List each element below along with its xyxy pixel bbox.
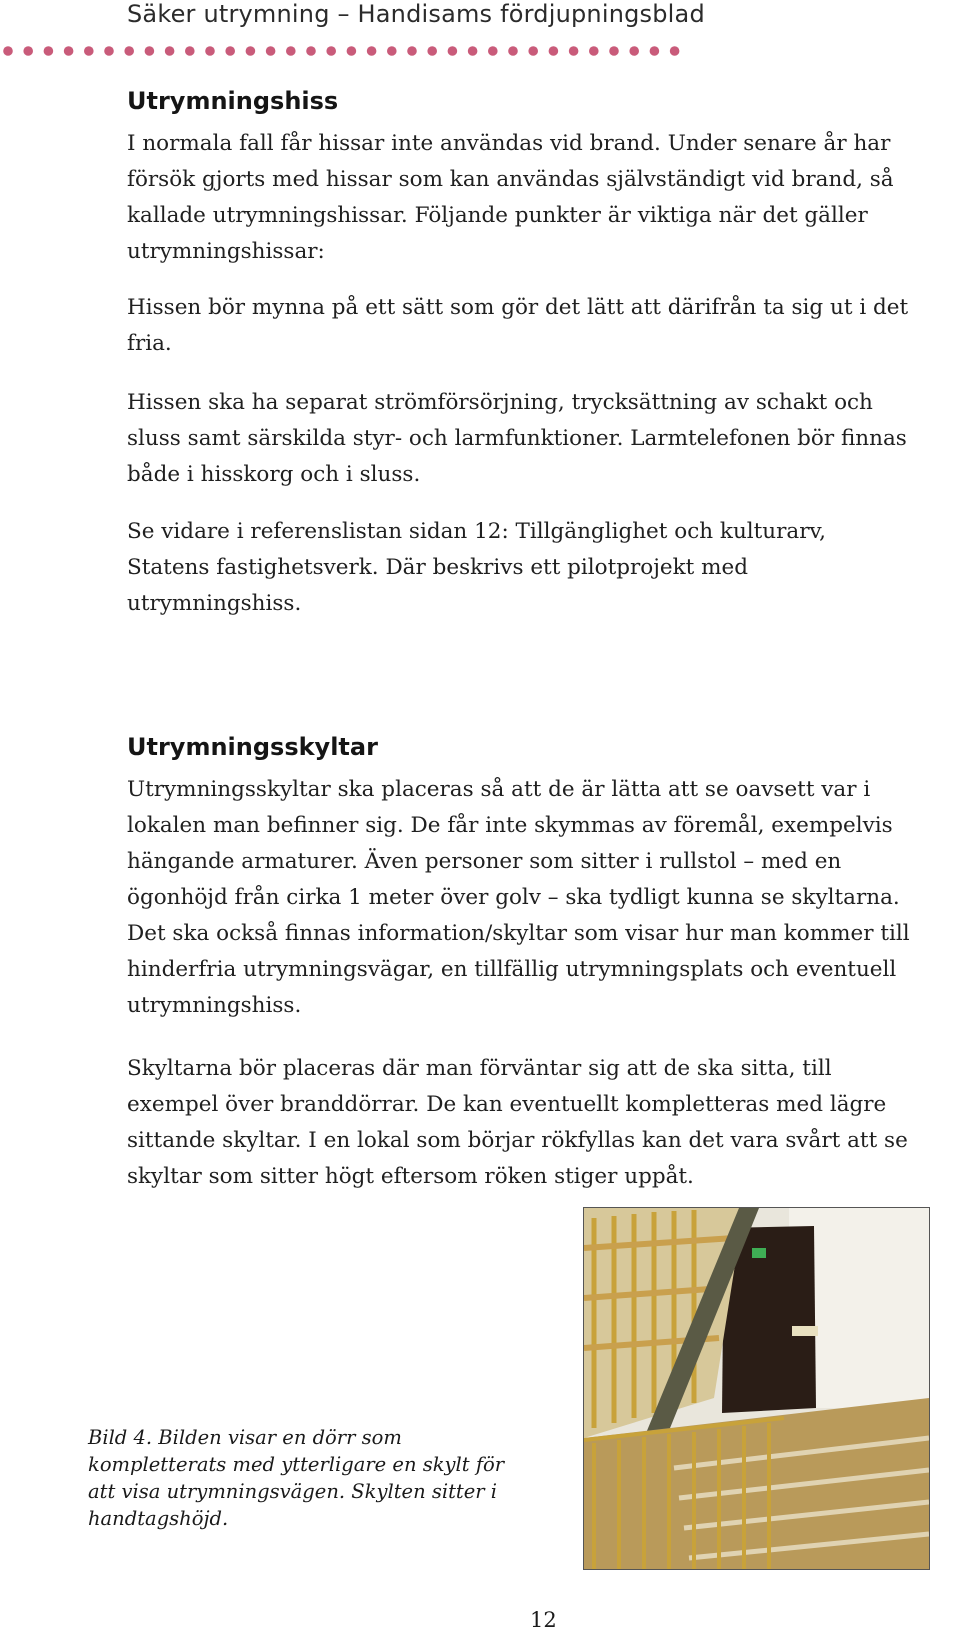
decorative-dot [225,46,235,56]
decorative-dot [407,46,417,56]
decorative-dot [165,46,175,56]
decorative-dot [306,46,316,56]
decorative-dot [104,46,114,56]
figure-caption: Bild 4. Bilden visar en dörr som kompletterats med ytterligare en skylt för att visa utrymningsvägen. Skylten sitter i handtagshöjd. [88,1426,505,1530]
decorative-dot [528,46,538,56]
decorative-dot [3,46,13,56]
decorative-dot [286,46,296,56]
decorative-dot [387,46,397,56]
decorative-dot [549,46,559,56]
decorative-dot [64,46,74,56]
decorative-dot [145,46,155,56]
decorative-dot [23,46,33,56]
decorative-dot [266,46,276,56]
decorative-dot [448,46,458,56]
decorative-dot [84,46,94,56]
decorative-dot [185,46,195,56]
stairwell-exit-door-photo [583,1207,930,1570]
decorative-dot [246,46,256,56]
decorative-dot [124,46,134,56]
section-heading-utrymningshiss: Utrymningshiss [127,87,339,115]
paragraph-hiss-reference: Se vidare i referenslistan sidan 12: Tillgänglighet och kulturarv, Statens fastighetsverk. Där beskrivs ett pilotprojekt med utrymningshiss. [127,519,826,616]
paragraph-hiss-intro: I normala fall får hissar inte användas vid brand. Under senare år har försök gjorts med hissar som kan användas självständigt vid brand, så kallade utrymningshissar. Följande punkter är viktiga när det gäller utrymningshissar: [127,131,894,264]
decorative-dot [326,46,336,56]
decorative-dot [569,46,579,56]
page-number: 12 [530,1608,557,1632]
decorative-dot [609,46,619,56]
decorative-dot [629,46,639,56]
page-header-title: Säker utrymning – Handisams fördjupningsblad [127,0,705,28]
decorative-dot [508,46,518,56]
decorative-dot [589,46,599,56]
decorative-dot [670,46,680,56]
decorative-dot [427,46,437,56]
decorative-dot [367,46,377,56]
decorative-dot-row [0,43,700,59]
decorative-dot [347,46,357,56]
paragraph-hiss-power: Hissen ska ha separat strömförsörjning, trycksättning av schakt och sluss samt särskilda styr- och larmfunktioner. Larmtelefonen bör finnas både i hisskorg och i sluss. [127,390,907,487]
section-heading-utrymningsskyltar: Utrymningsskyltar [127,733,378,761]
decorative-dot [650,46,660,56]
decorative-dot [488,46,498,56]
paragraph-skyltar-height: Skyltarna bör placeras där man förväntar sig att de ska sitta, till exempel över branddörrar. De kan eventuellt kompletteras med lägre sittande skyltar. I en lokal som börjar rökfyllas kan det vara svårt att se skyltar som sitter högt eftersom röken stiger uppåt. [127,1056,908,1189]
decorative-dot [44,46,54,56]
decorative-dot [468,46,478,56]
paragraph-hiss-exit: Hissen bör mynna på ett sätt som gör det lätt att därifrån ta sig ut i det fria. [127,295,909,356]
paragraph-skyltar-placement: Utrymningsskyltar ska placeras så att de är lätta att se oavsett var i lokalen man befinner sig. De får inte skymmas av föremål, exempelvis hängande armaturer. Även personer som sitter i rullstol – med en ögonhöjd från cirka 1 meter över golv – ska tydligt kunna se skyltarna. Det ska också finnas information/skyltar som visar hur man kommer till hinderfria utrymningsvägar, en tillfällig utrymningsplats och eventuell utrymningshiss. [127,777,910,1018]
decorative-dot [205,46,215,56]
